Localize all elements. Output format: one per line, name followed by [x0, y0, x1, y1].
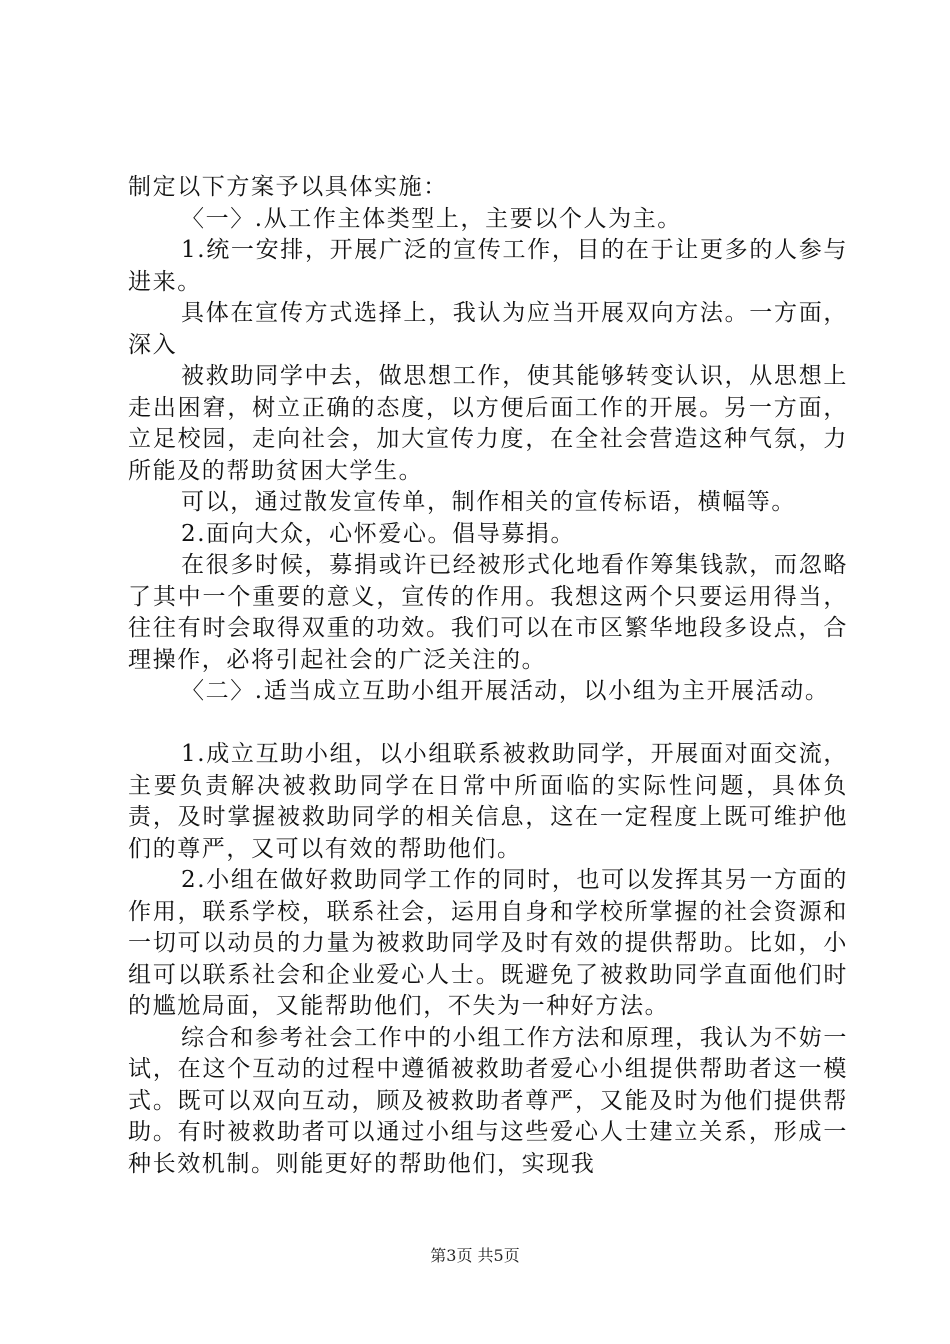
- paragraph: 可以，通过散发宣传单，制作相关的宣传标语，横幅等。: [181, 489, 796, 515]
- section-heading-two: 〈二〉.适当成立互助小组开展活动，以小组为主开展活动。: [181, 678, 830, 704]
- section-heading-one: 〈一〉.从工作主体类型上，主要以个人为主。: [181, 205, 682, 232]
- paragraph: 具体在宣传方式选择上，我认为应当开展双向方法。一方面，深入: [128, 300, 848, 358]
- paragraph-item-2: 2.小组在做好救助同学工作的同时，也可以发挥其另一方面的作用，联系学校，联系社会，运用自身和学校所掌握的社会资源和一切可以动员的力量为被救助同学及时有效的提供帮助。比如，小组可以联系社会和企业爱心人士。既避免了被救助同学直面他们时的尴尬局面，又能帮助他们，不失为一种好方法。: [128, 867, 848, 1019]
- paragraph: 被救助同学中去，做思想工作，使其能够转变认识，从思想上走出困窘，树立正确的态度，以方便后面工作的开展。另一方面，立足校园，走向社会，加大宣传力度，在全社会营造这种气氛，力所能及的帮助贫困大学生。: [128, 363, 848, 484]
- document-body: [128, 172, 848, 1180]
- paragraph: 在很多时候，募捐或许已经被形式化地看作筹集钱款，而忽略了其中一个重要的意义，宣传的作用。我想这两个只要运用得当，往往有时会取得双重的功效。我们可以在市区繁华地段多设点，合理操作，必将引起社会的广泛关注的。: [128, 552, 848, 673]
- paragraph-item-1: 1.统一安排，开展广泛的宣传工作，目的在于让更多的人参与进来。: [128, 237, 848, 295]
- paragraph-item-1: 1.成立互助小组，以小组联系被救助同学，开展面对面交流，主要负责解决被救助同学在日常中所面临的实际性问题，具体负责，及时掌握被救助同学的相关信息，这在一定程度上既可维护他们的尊严，又可以有效的帮助他们。: [128, 741, 848, 862]
- paragraph-intro: 制定以下方案予以具体实施：: [128, 174, 448, 200]
- paragraph: 综合和参考社会工作中的小组工作方法和原理，我认为不妨一试，在这个互动的过程中遵循被救助者爱心小组提供帮助者这一模式。既可以双向互动，顾及被救助者尊严，又能及时为他们提供帮助。有时被救助者可以通过小组与这些爱心人士建立关系，形成一种长效机制。则能更好的帮助他们，实现我: [128, 1024, 848, 1177]
- paragraph-item-2: 2.面向大众，心怀爱心。倡导募捐。: [181, 520, 576, 547]
- blank-line: [128, 708, 848, 740]
- page-footer: 第3页 共5页: [430, 1246, 520, 1265]
